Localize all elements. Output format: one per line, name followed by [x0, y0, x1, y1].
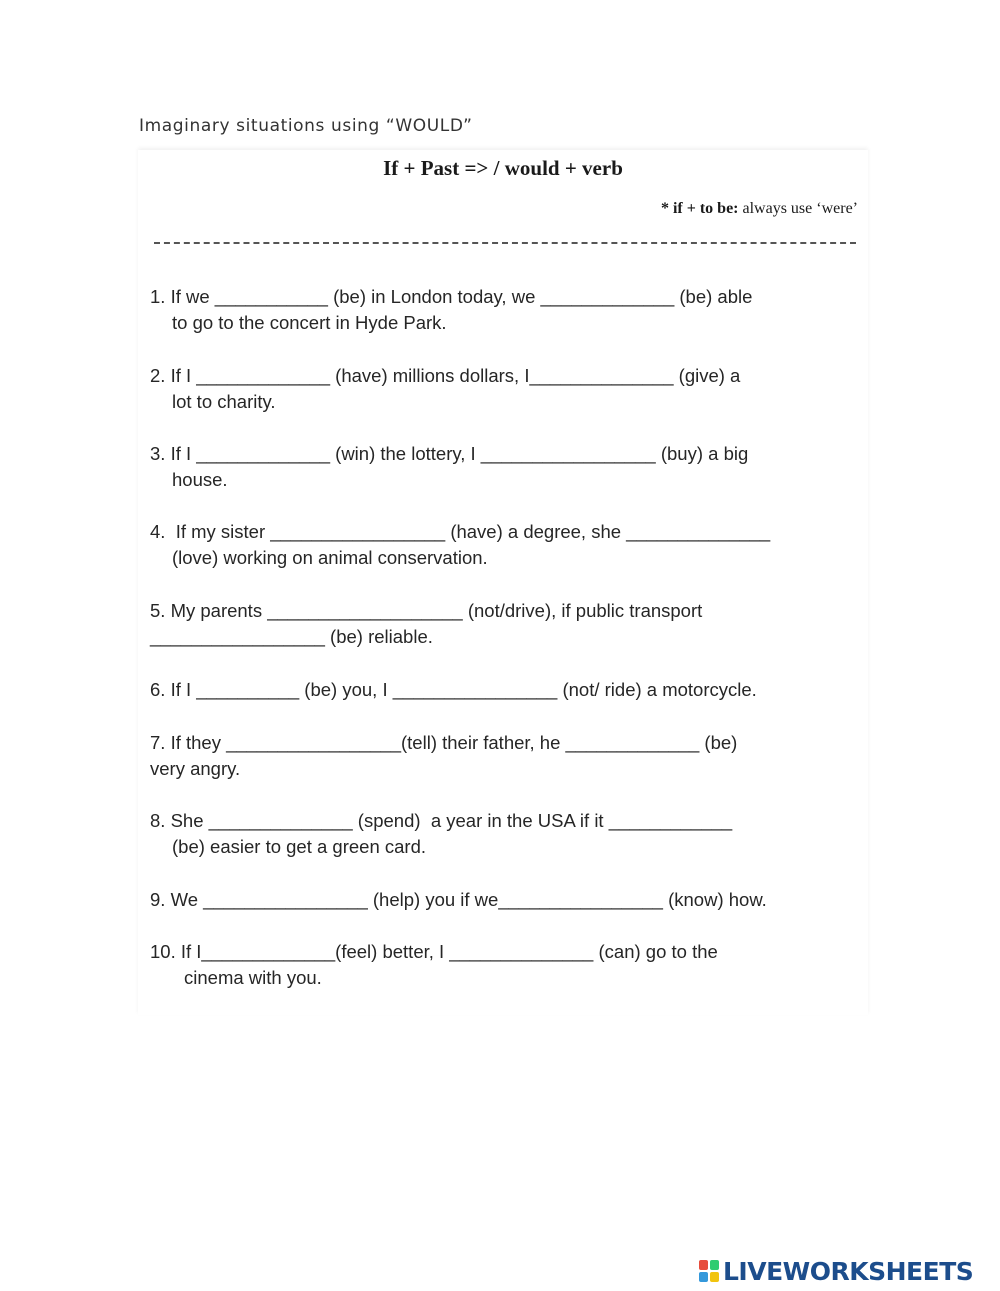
dashed-divider — [154, 242, 856, 244]
exercise-line: (love) working on animal conservation. — [172, 547, 488, 568]
logo-block-red — [699, 1260, 708, 1270]
exercise-5 — [150, 598, 865, 650]
logo-block-green — [710, 1260, 719, 1270]
liveworksheets-logo — [698, 1256, 973, 1286]
logo-block-blue — [699, 1272, 708, 1282]
exercise-line: to go to the concert in Hyde Park. — [172, 312, 447, 333]
exercise-4 — [150, 519, 865, 571]
exercise-line: very angry. — [150, 758, 241, 779]
exercise-line: 5. My parents ___________________ (not/drive), if public transport — [150, 600, 703, 621]
exercise-line: (be) easier to get a green card. — [172, 836, 427, 857]
exercise-line: 6. If I __________ (be) you, I ________________ (not/ ride) a motorcycle. — [150, 679, 757, 700]
exercise-line: lot to charity. — [172, 391, 276, 412]
worksheet-scan — [138, 150, 868, 1015]
rule-note-text: always use ‘were’ — [738, 200, 858, 217]
brand-name: LIVEWORKSHEETS — [723, 1256, 974, 1286]
grammar-rule-note — [661, 200, 858, 218]
exercise-line: 7. If they _________________(tell) their father, he _____________ (be) — [150, 732, 738, 753]
liveworksheets-logo-icon — [698, 1259, 720, 1283]
exercise-7 — [150, 730, 865, 782]
exercise-8 — [150, 808, 865, 860]
logo-block-yellow — [710, 1272, 719, 1282]
exercise-line: 1. If we ___________ (be) in London today, we _____________ (be) able — [150, 286, 753, 307]
rule-note-label: * if + to be: — [660, 200, 739, 217]
exercise-line: 4. If my sister _________________ (have) a degree, she ______________ — [150, 521, 771, 542]
exercise-line: 10. If I_____________(feel) better, I ______________ (can) go to the — [150, 941, 718, 962]
exercise-line: cinema with you. — [184, 967, 322, 988]
exercise-1 — [150, 284, 865, 336]
grammar-rule-title: If + Past => / would + verb — [383, 156, 623, 180]
exercise-9 — [150, 887, 865, 913]
exercise-line: 3. If I _____________ (win) the lottery, I _________________ (buy) a big — [150, 443, 749, 464]
exercise-3 — [150, 441, 865, 493]
exercise-line: _________________ (be) reliable. — [150, 626, 433, 647]
exercise-line: 8. She ______________ (spend) a year in the USA if it ____________ — [150, 810, 733, 831]
exercise-10 — [150, 939, 865, 991]
worksheet-heading: Imaginary situations using “WOULD” — [139, 116, 473, 136]
exercise-6 — [150, 677, 865, 703]
exercise-line: 2. If I _____________ (have) millions dollars, I______________ (give) a — [150, 365, 741, 386]
exercise-line: 9. We ________________ (help) you if we________________ (know) how. — [150, 889, 767, 910]
exercise-2 — [150, 363, 865, 415]
exercise-line: house. — [172, 469, 228, 490]
